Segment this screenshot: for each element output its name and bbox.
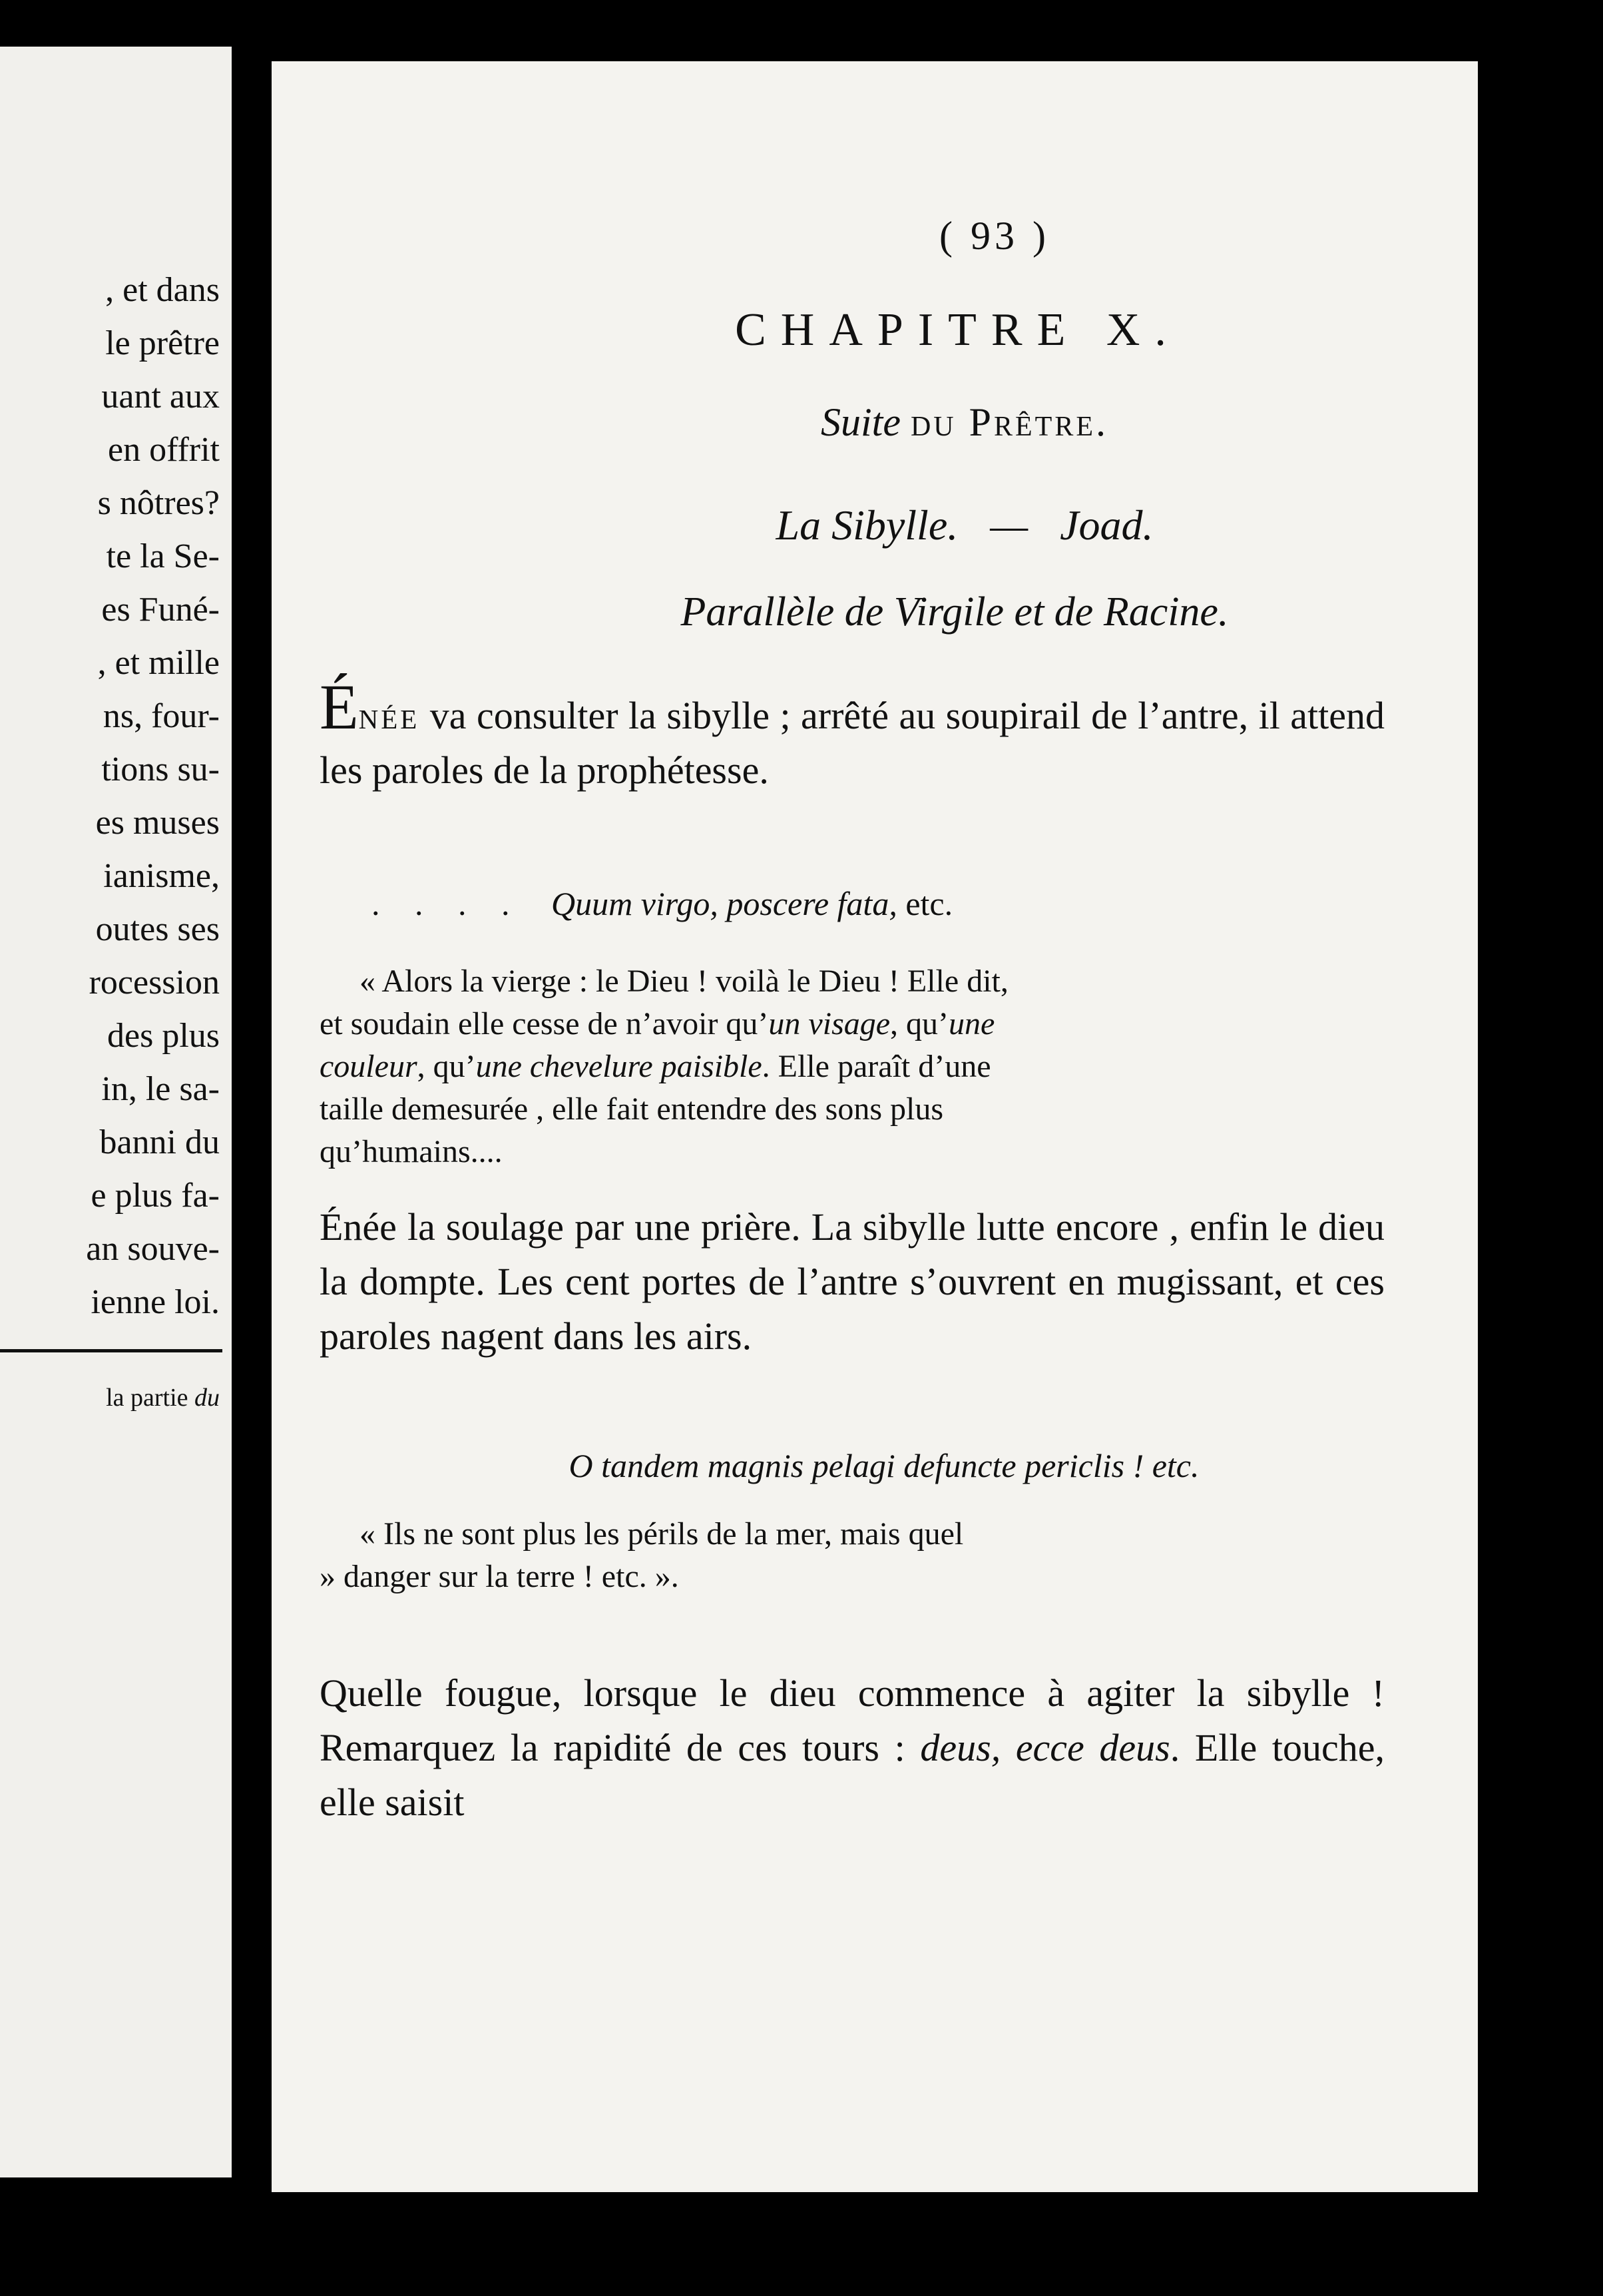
t1-l2-d: une — [949, 1006, 995, 1041]
t1-l2-c: , qu’ — [890, 1006, 949, 1041]
ellipsis-dots: . . . . — [371, 885, 523, 922]
previous-page-line: s nôtres? — [97, 484, 220, 522]
previous-page-line: , et mille — [97, 644, 220, 682]
previous-page-line: uant aux — [101, 378, 220, 416]
previous-page-line: ns, four- — [103, 697, 220, 735]
previous-page-line: banni du — [99, 1123, 220, 1161]
translation-1-line-2 — [320, 1003, 1385, 1045]
t1-l3-d: . Elle paraît d’une — [762, 1049, 991, 1084]
translation-1-line-4: taille demesurée , elle fait entendre des sons plus — [320, 1091, 944, 1127]
paragraph-3-text-b: . Elle touche, elle saisit — [320, 1726, 1385, 1824]
paragraph-1-text: va consulter la sibylle ; arrêté au soupirail de l’antre, il attend les paroles de la prophétesse. — [320, 694, 1385, 792]
latin-quote-1-etc: etc. — [897, 885, 953, 922]
latin-quote-1-text: Quum virgo, poscere fata, — [551, 885, 897, 922]
t1-l3-c: une chevelure paisible — [475, 1049, 762, 1084]
translation-2-line-2: » danger sur la terre ! etc. ». — [320, 1559, 679, 1594]
t1-l3-a: couleur — [320, 1049, 417, 1084]
footnote-italic: du — [194, 1384, 220, 1412]
paragraph-2: Énée la soulage par une prière. La sibylle lutte encore , enfin le dieu la dompte. Les cent portes de l’antre s’ouvrent en mugissant, et ces paroles nagent dans les airs. — [320, 1205, 1385, 1358]
drop-cap: É — [320, 671, 359, 742]
paragraph-3-text-a: Quelle fougue, lorsque le dieu commence à agiter la sibylle ! Remarquez la rapidité de ces tours : — [320, 1671, 1385, 1769]
page-number: ( 93 ) — [939, 214, 1050, 258]
translation-1 — [320, 960, 1385, 1173]
previous-page-line: es Funé- — [101, 591, 220, 629]
previous-page-line: ienne loi. — [91, 1283, 220, 1321]
translation-2-line-1: « Ils ne sont plus les périls de la mer, mais quel — [359, 1516, 964, 1552]
subtitle-smallcaps: du Prêtre. — [910, 400, 1108, 444]
t1-l3-b: , qu’ — [417, 1049, 476, 1084]
previous-page-line: an souve- — [86, 1230, 220, 1268]
previous-page-line: outes ses — [95, 910, 220, 948]
section-heading-1: La Sibylle. — Joad. — [776, 501, 1154, 549]
previous-page-line: rocession — [89, 964, 220, 1002]
chapter-subtitle — [272, 400, 1478, 445]
previous-page-line: es muses — [95, 804, 220, 842]
translation-1-line-5: qu’humains.... — [320, 1134, 503, 1169]
previous-page-line: e plus fa- — [91, 1177, 220, 1215]
chapter-title: CHAPITRE X. — [735, 304, 1181, 356]
footnote-text: la partie — [106, 1384, 188, 1412]
translation-1-line-1: « Alors la vierge : le Dieu ! voilà le Dieu ! Elle dit, — [359, 964, 1009, 999]
previous-page-line: le prêtre — [105, 324, 220, 362]
latin-quote-2: O tandem magnis pelagi defuncte periclis ! etc. — [569, 1447, 1200, 1484]
footnote-rule — [0, 1349, 222, 1352]
section-heading-2: Parallèle de Virgile et de Racine. — [680, 589, 1229, 635]
previous-page-footnote — [106, 1385, 220, 1410]
book-page — [272, 61, 1478, 2192]
previous-page-line: tions su- — [101, 750, 220, 788]
paragraph-1 — [320, 671, 1385, 798]
paragraph-3-italic: deus, ecce deus — [920, 1726, 1170, 1769]
previous-page-line: ianisme, — [103, 857, 220, 895]
translation-2 — [320, 1513, 1385, 1598]
translation-1-line-3 — [320, 1045, 1385, 1088]
t1-l2-b: un visage — [768, 1006, 891, 1041]
latin-quote-1 — [371, 880, 1383, 927]
paragraph-3 — [320, 1666, 1385, 1830]
subtitle-italic: Suite — [820, 400, 901, 444]
previous-page-line: te la Se- — [106, 537, 220, 575]
previous-page-line: des plus — [107, 1017, 220, 1055]
small-caps-word: née — [358, 694, 420, 737]
previous-page-strip — [0, 47, 232, 2177]
previous-page-line: , et dans — [105, 271, 220, 309]
previous-page-line: en offrit — [108, 431, 220, 469]
t1-l2-a: et soudain elle cesse de n’avoir qu’ — [320, 1006, 769, 1041]
previous-page-line: in, le sa- — [101, 1070, 220, 1108]
